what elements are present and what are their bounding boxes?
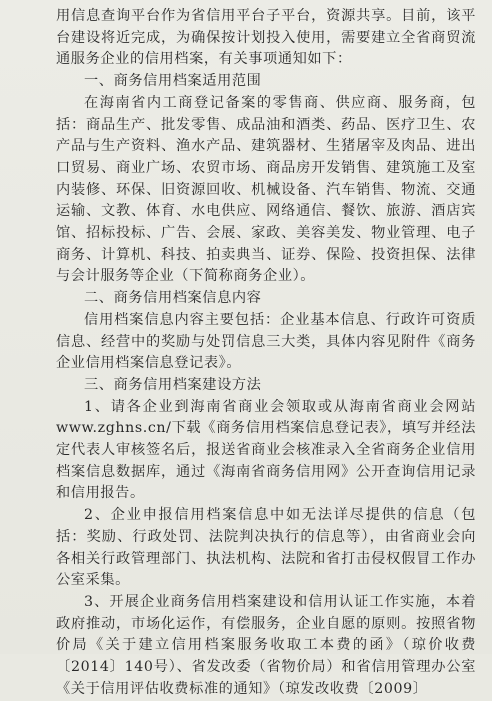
method-item-1: 1、请各企业到海南省商业会领取或从海南省商业会网站www.zghns.cn/下载《商务信用档案信息登记表》，填写并经法定代表人审核签名后，报送省商业会核准录入全省商务企业信用档案信息数据库，通过《海南省商务信用网》公开查询信用记录和信用报告。 — [56, 398, 476, 502]
intro-paragraph: 用信息查询平台作为省信用平台子平台，资源共享。目前，该平台建设将近完成，为确保按计划投入使用，需要建立全省商贸流通服务企业的信用档案，有关事项通知如下： — [56, 8, 476, 68]
section-heading-scope: 一、商务信用档案适用范围 — [84, 73, 262, 90]
method-item-3: 3、开展企业商务信用档案建设和信用认证工作实施，本着政府推动，市场化运作，有偿服务，企业自愿的原则。按照省物价局《关于建立信用档案服务收取工本费的函》（琼价收费〔2014〕140号）、省发改委（省物价局）和省信用管理办公室《关于信用评估收费标准的通知》（琼发改收费〔2009〕 — [56, 593, 476, 697]
content-paragraph: 信用档案信息内容主要包括：企业基本信息、行政许可资质信息、经营中的奖励与处罚信息三大类，具体内容见附件《商务企业信用档案信息登记表》。 — [56, 311, 476, 372]
scope-paragraph: 在海南省内工商登记备案的零售商、供应商、服务商，包括：商品生产、批发零售、成品油和酒类、药品、医疗卫生、农产品与生产资料、渔水产品、建筑器材、生猪屠宰及肉品、进出口贸易、商业广场、农贸市场、商品房开发销售、建筑施工及室内装修、环保、旧资源回收、机械设备、汽车销售、物流、交通运输、文教、体育、水电供应、网络通信、餐饮、旅游、酒店宾馆、招标投标、广告、会展、家政、美容美发、物业管理、电子商务、计算机、科技、拍卖典当、证券、保险、投资担保、法律与会计服务等企业（下简称商务企业）。 — [56, 94, 476, 285]
section-heading-method: 三、商务信用档案建设方法 — [84, 376, 262, 393]
method-item-2: 2、企业申报信用档案信息中如无法详尽提供的信息（包括：奖励、行政处罚、法院判决执行的信息等），由省商业会向各相关行政管理部门、执法机构、法院和省打击侵权假冒工作办公室采集。 — [56, 507, 476, 589]
section-heading-content: 二、商务信用档案信息内容 — [84, 290, 262, 307]
document-body — [56, 6, 476, 701]
